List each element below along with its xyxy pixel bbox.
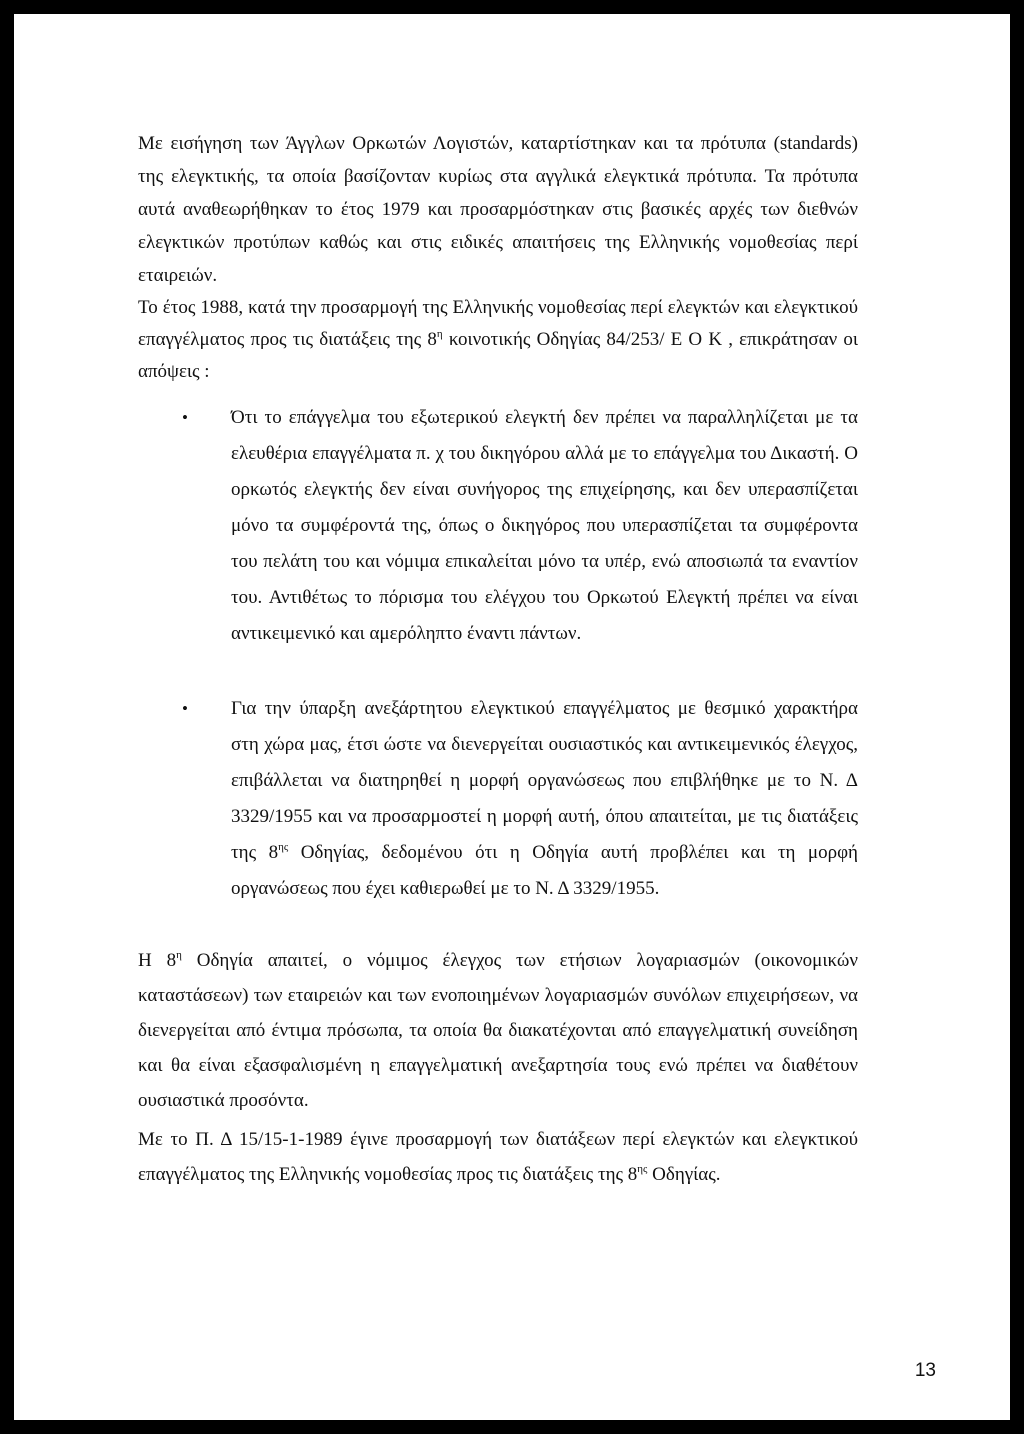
superscript-ordinal: η — [436, 328, 443, 340]
bullet-text: Ότι το επάγγελμα του εξωτερικού ελεγκτή δεν πρέπει να παραλληλίζεται με τα ελευθέρια επαγγέλματα π. χ του δικηγόρου αλλά με το επάγγελμα του Δικαστή. Ο ορκωτός ελεγκτής δεν είναι συνήγορος της επιχείρησης, και δεν υπερασπίζεται μόνο τα συμφέροντά της, όπως ο δικηγόρος που υπερασπίζεται τα συμφέροντα του πελάτη του και νόμιμα επικαλείται μόνο τα υπέρ, ενώ αποσιωπά τα εναντίον του. Αντιθέτως το πόρισμα του ελέγχου του Ορκωτού Ελεγκτή πρέπει να είναι αντικειμενικό και αμερόληπτο έναντι πάντων. — [231, 407, 858, 644]
paragraph-presidential-decree: Με το Π. Δ 15/15-1-1989 έγινε προσαρμογή των διατάξεων περί ελεγκτών και ελεγκτικού επαγγέλματος της Ελληνικής νομοθεσίας προς τις διατάξεις της $8^{\eta\varsigma}$ Οδηγίας. — [138, 1129, 858, 1185]
views-bullet-list — [138, 400, 858, 907]
list-item — [138, 400, 858, 652]
bullet-icon: • — [182, 408, 188, 427]
bullet-text: Για την ύπαρξη ανεξάρτητου ελεγκτικού επαγγέλματος με θεσμικό χαρακτήρα στη χώρα μας, έτσι ώστε να διενεργείται ουσιαστικός και αντικειμενικός έλεγχος, επιβάλλεται να διατηρηθεί η μορφή οργανώσεως που επιβλήθηκε με το Ν. Δ 3329/1955 και να προσαρμοστεί η μορφή αυτή, όπου απαιτείται, με τις διατάξεις της $8^{\eta\varsigma}$ Οδηγίας, δεδομένου ότι η Οδηγία αυτή προβλέπει και τη μορφή οργανώσεως που έχει καθιερωθεί με το Ν. Δ 3329/1955. — [231, 698, 858, 899]
document-page — [14, 14, 1010, 1420]
document-body — [138, 127, 858, 1192]
paragraph-1988-adaptation: Το έτος 1988, κατά την προσαρμογή της Ελληνικής νομοθεσίας περί ελεγκτών και ελεγκτικού επαγγέλματος προς τις διατάξεις της $8^\eta$ κοινοτικής Οδηγίας 84/253/ Ε Ο Κ , επικράτησαν οι απόψεις : — [138, 297, 859, 382]
bullet-icon: • — [182, 699, 188, 718]
paragraph-standards-intro: Με εισήγηση των Άγγλων Ορκωτών Λογιστών, καταρτίστηκαν και τα πρότυπα (standards) της ελεγκτικής, τα οποία βασίζονταν κυρίως στα αγγλικά ελεγκτικά πρότυπα. Τα πρότυπα αυτά αναθεωρήθηκαν το έτος 1979 και προσαρμόστηκαν στις βασικές αρχές των διεθνών ελεγκτικών προτύπων καθώς και στις ειδικές απαιτήσεις της Ελληνικής νομοθεσίας περί εταιρειών. — [138, 133, 858, 286]
superscript-ordinal: ης — [637, 1163, 648, 1175]
page-number: 13 — [914, 1360, 936, 1381]
paragraph-eighth-directive: Η $8^\eta$ Οδηγία απαιτεί, ο νόμιμος έλεγχος των ετήσιων λογαριασμών (οικονομικών καταστάσεων) των εταιρειών και των ενοποιημένων λογαριασμών συνόλων επιχειρήσεων, να διενεργείται από έντιμα πρόσωπα, τα οποία θα διακατέχονται από επαγγελματική συνείδηση και θα είναι εξασφαλισμένη η επαγγελματική ανεξαρτησία τους ενώ πρέπει να διαθέτουν ουσιαστικά προσόντα. — [138, 949, 858, 1111]
superscript-ordinal: η — [176, 949, 182, 961]
list-item — [138, 691, 858, 907]
superscript-ordinal: ης — [278, 841, 289, 853]
